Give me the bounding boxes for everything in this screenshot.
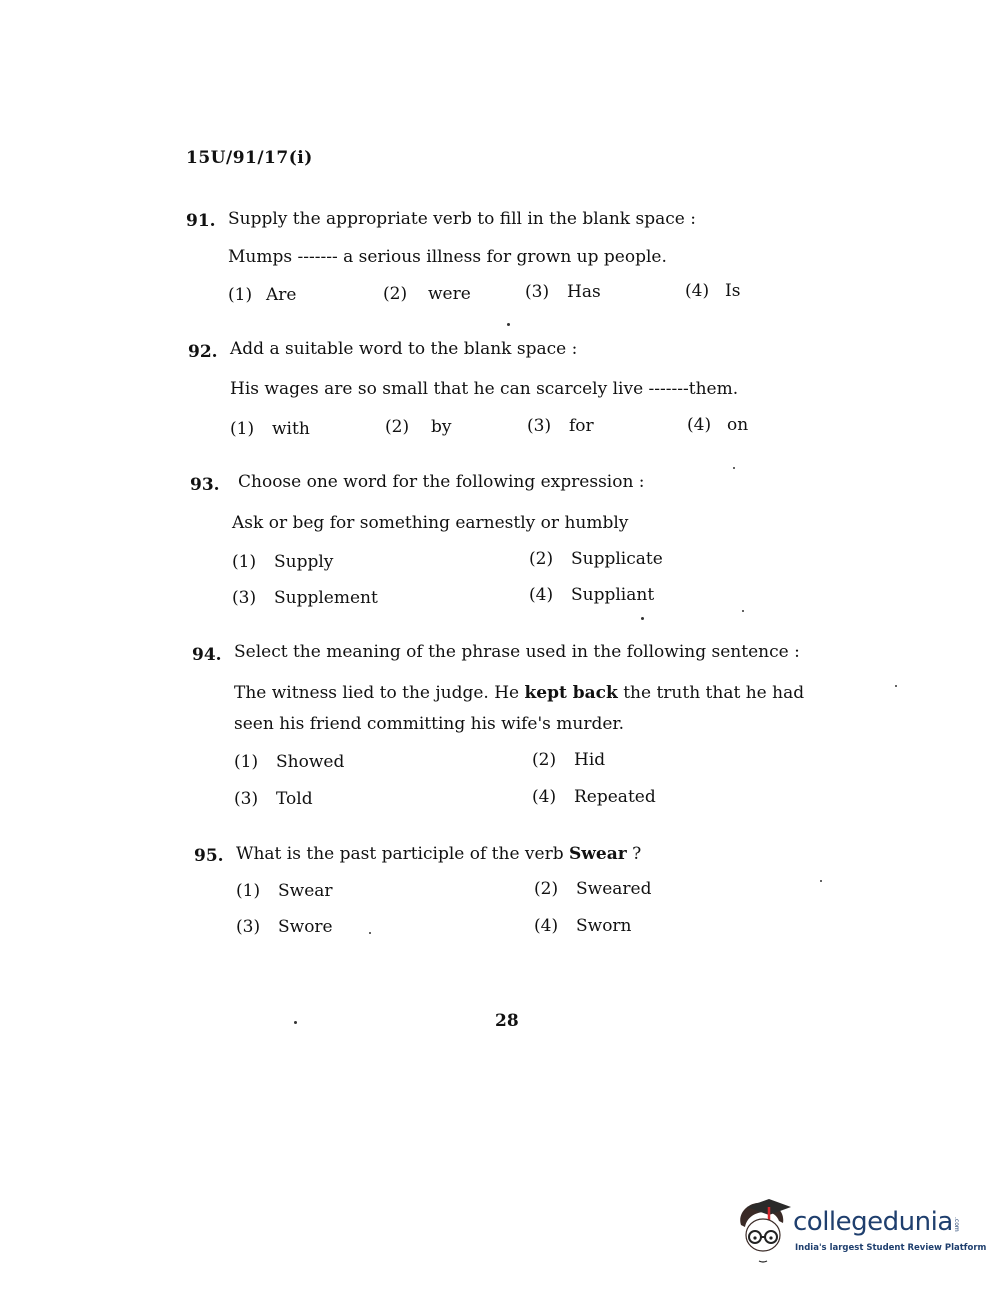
option-number: (2) [534, 879, 559, 899]
option-label: Supplement [274, 588, 378, 608]
option-number: (1) [228, 285, 253, 305]
option-label: Hid [574, 750, 606, 770]
question-text: Supply the appropriate verb to fill in the blank space : [228, 209, 696, 229]
option-label: were [428, 284, 471, 304]
question-text [236, 843, 641, 865]
option-3 [527, 415, 594, 437]
option-label: Repeated [574, 787, 656, 807]
scan-speck [369, 932, 371, 934]
option-2 [534, 878, 651, 900]
option-label: with [272, 419, 310, 439]
option-label: Told [276, 789, 313, 809]
option-2 [383, 283, 471, 305]
option-2 [385, 416, 452, 438]
option-1 [234, 751, 344, 773]
scan-speck [895, 685, 897, 687]
option-number: (1) [232, 552, 257, 572]
question-number: 92. [188, 342, 218, 362]
option-label: by [431, 417, 452, 437]
sentence-part: The witness lied to the judge. He [234, 683, 520, 703]
question-number: 91. [186, 211, 216, 231]
question-sentence: His wages are so small that he can scarcely live -------them. [230, 379, 739, 399]
option-label: Are [266, 285, 297, 305]
question-sentence: Ask or beg for something earnestly or humbly [232, 513, 629, 533]
option-label: on [727, 415, 749, 435]
question-sentence: Mumps ------- a serious illness for grown up people. [228, 247, 667, 267]
option-number: (1) [234, 752, 259, 772]
option-2 [529, 548, 663, 570]
option-label: Is [725, 281, 741, 301]
question-text-part: ? [632, 844, 642, 864]
scan-speck [820, 880, 822, 882]
option-number: (3) [234, 789, 259, 809]
question-sentence-line-2: seen his friend committing his wife's murder. [234, 714, 625, 734]
collegedunia-logo [735, 1195, 987, 1265]
question-number: 93. [190, 475, 220, 495]
mascot-icon [735, 1195, 793, 1265]
verb-highlight: Swear [569, 844, 627, 864]
logo-tagline: India's largest Student Review Platform [795, 1243, 987, 1253]
option-label: Sweared [576, 879, 652, 899]
phrase-highlight: kept back [524, 683, 618, 703]
question-sentence [234, 682, 804, 704]
option-3 [525, 281, 601, 303]
question-text: Add a suitable word to the blank space : [230, 339, 578, 359]
option-4 [687, 414, 748, 436]
option-label: Sworn [576, 916, 632, 936]
option-number: (3) [232, 588, 257, 608]
option-label: for [569, 416, 594, 436]
page-number: 28 [495, 1011, 519, 1031]
logo-wordmark: collegedunia [793, 1207, 953, 1237]
option-4 [685, 280, 740, 302]
paper-code: 15U/91/17(i) [186, 148, 313, 168]
option-label: Supply [274, 552, 334, 572]
scan-speck [294, 1021, 297, 1024]
option-number: (2) [385, 417, 410, 437]
question-text: Choose one word for the following expression : [238, 472, 645, 492]
option-number: (1) [230, 419, 255, 439]
option-number: (1) [236, 881, 261, 901]
option-1 [228, 284, 296, 306]
scan-speck [507, 323, 510, 326]
option-number: (3) [525, 282, 550, 302]
option-4 [532, 786, 656, 808]
question-text: Select the meaning of the phrase used in the following sentence : [234, 642, 800, 662]
sentence-part: the truth that he had [623, 683, 805, 703]
option-label: Supplicate [571, 549, 663, 569]
option-number: (4) [687, 415, 712, 435]
question-text-part: What is the past participle of the verb [236, 844, 564, 864]
option-number: (2) [532, 750, 557, 770]
option-4 [529, 584, 654, 606]
option-1 [230, 418, 310, 440]
scan-speck [733, 467, 735, 469]
question-number: 95. [194, 846, 224, 866]
option-label: Swore [278, 917, 333, 937]
option-label: Showed [276, 752, 345, 772]
option-1 [232, 551, 333, 573]
option-number: (4) [529, 585, 554, 605]
option-3 [232, 587, 378, 609]
option-number: (4) [532, 787, 557, 807]
option-number: (3) [236, 917, 261, 937]
option-2 [532, 749, 605, 771]
option-label: Swear [278, 881, 333, 901]
logo-suffix: .com [953, 1217, 960, 1232]
option-label: Suppliant [571, 585, 655, 605]
option-number: (3) [527, 416, 552, 436]
option-3 [236, 916, 333, 938]
option-4 [534, 915, 632, 937]
question-number: 94. [192, 645, 222, 665]
option-number: (4) [685, 281, 710, 301]
option-number: (4) [534, 916, 559, 936]
scan-speck [641, 617, 644, 620]
option-label: Has [567, 282, 601, 302]
scan-speck [742, 610, 744, 612]
option-1 [236, 880, 333, 902]
option-number: (2) [383, 284, 408, 304]
option-number: (2) [529, 549, 554, 569]
option-3 [234, 788, 313, 810]
